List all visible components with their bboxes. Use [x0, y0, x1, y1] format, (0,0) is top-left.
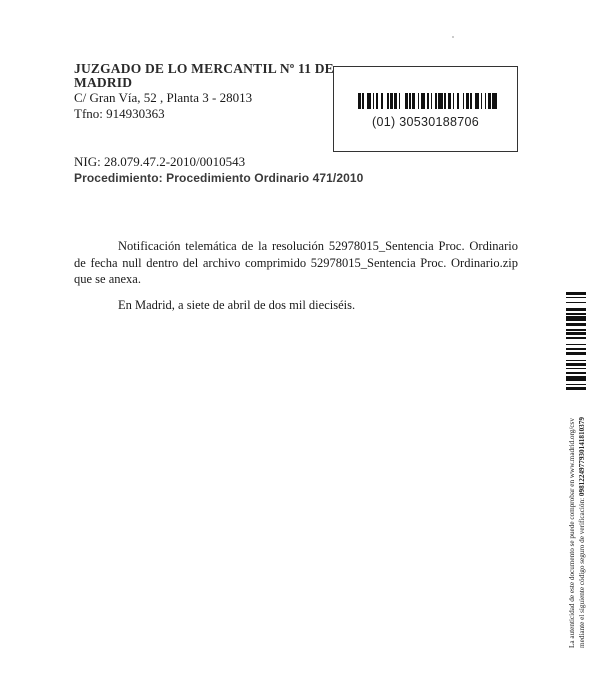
barcode-image: [358, 93, 500, 109]
verification-note: [567, 398, 601, 648]
procedure-line: Procedimiento: Procedimiento Ordinario 471/2010: [74, 171, 364, 185]
court-address: C/ Gran Vía, 52 , Planta 3 - 28013: [74, 90, 253, 105]
notification-paragraph: Notificación telemática de la resolución 52978015_Sentencia Proc. Ordinario de fecha null dentro del archivo comprimido 52978015_Sentencia Proc. Ordinario.zip que se anexa.: [74, 239, 518, 286]
verification-prefix: mediante el siguiente código seguro de verificación:: [578, 496, 586, 648]
scan-speck: [452, 36, 454, 38]
closing-date-line: En Madrid, a siete de abril de dos mil dieciséis.: [118, 298, 356, 312]
case-info: [74, 154, 474, 186]
court-name-line2: MADRID: [74, 75, 133, 90]
barcode-box: [333, 66, 518, 152]
verification-line1: La autenticidad de este documento se puede comprobar en www.madrid.org/csv: [568, 418, 576, 648]
side-barcode-image: [566, 292, 586, 392]
notification-body: [74, 238, 518, 288]
verification-line2: [577, 398, 587, 648]
court-name-line1: JUZGADO DE LO MERCANTIL Nº 11 DE: [74, 61, 334, 76]
side-barcode-bar: [566, 390, 586, 392]
verification-code: 0981224977930141810379: [578, 417, 586, 497]
nig-number: NIG: 28.079.47.2-2010/0010543: [74, 154, 246, 169]
barcode-number: (01) 30530188706: [372, 115, 479, 129]
barcode-bar: [497, 93, 500, 109]
court-header: [74, 62, 334, 122]
court-phone: Tfno: 914930363: [74, 106, 165, 121]
